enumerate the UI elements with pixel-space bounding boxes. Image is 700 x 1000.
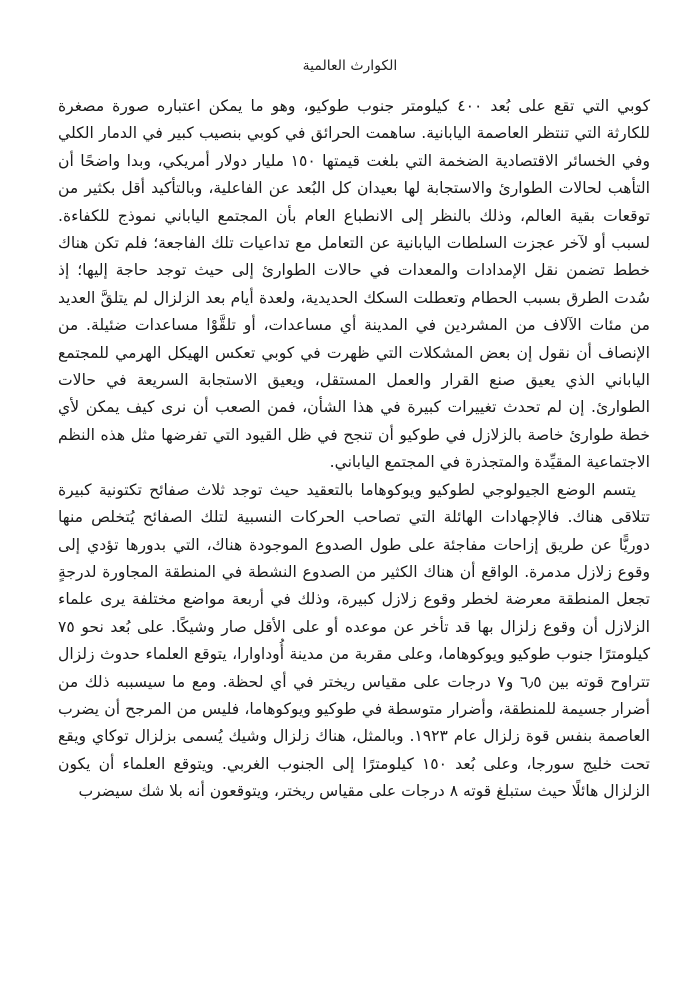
- paragraph-1: كوبي التي تقع على بُعد ٤٠٠ كيلومتر جنوب طوكيو، وهو ما يمكن اعتباره صورة مصغرة للكارثة التي تنتظر العاصمة اليابانية. ساهمت الحرائق في كوبي بنصيب كبير في الدمار الكلي وفي الخسائر الاقتصادية الضخمة التي بلغت قيمتها ١٥٠ مليار دولار أمريكي، وبدا واضحًا أن التأهب لحالات الطوارئ والاستجابة لها بعيدان كل البُعد عن الفاعلية، وبالتأكيد أقل بكثير من توقعات بقية العالم، وذلك بالنظر إلى الانطباع العام بأن المجتمع الياباني نموذج للكفاءة. لسبب أو لآخر عجزت السلطات اليابانية عن التعامل مع تداعيات تلك الفاجعة؛ فلم تكن هناك خطط تضمن نقل الإمدادات والمعدات في حالات الطوارئ إلى حيث توجد حاجة إليها؛ إذ سُدت الطرق بسبب الحطام وتعطلت السكك الحديدية، ولعدة أيام بعد الزلزال لم يتلقَّ العديد من مئات الآلاف من المشردين في المدينة أي مساعدات، أو تلقَّوْا مساعدات ضئيلة. من الإنصاف أن نقول إن بعض المشكلات التي ظهرت في كوبي تعكس الهيكل الهرمي للمجتمع الياباني الذي يعيق صنع القرار والعمل المستقل، ويعيق الاستجابة السريعة في حالات الطوارئ. إن لم تحدث تغييرات كبيرة في هذا الشأن، فمن الصعب أن نرى كيف يمكن لأي خطة طوارئ خاصة بالزلازل في طوكيو أن تنجح في ظل القيود التي تفرضها مثل هذه النظم الاجتماعية المقيِّدة والمتجذرة في المجتمع الياباني.: [58, 97, 650, 472]
- running-header: الكوارث العالمية: [302, 58, 398, 74]
- paragraph-2: يتسم الوضع الجيولوجي لطوكيو ويوكوهاما بالتعقيد حيث توجد ثلاث صفائح تكتونية كبيرة تتلاقى هناك. فالإجهادات الهائلة التي تصاحب الحركات النسبية لتلك الصفائح يُتخلص منها دوريًّا عن طريق إزاحات مفاجئة على طول الصدوع الموجودة هناك، التي بدورها تؤدي إلى وقوع زلازل مدمرة. الواقع أن هناك الكثير من الصدوع النشطة في المنطقة المجاورة لدرجةٍ تجعل المنطقة معرضة لخطر وقوع زلازل كبيرة، وذلك في أربعة مواضع مختلفة يرى علماء الزلازل أن وقوع زلزال بها قد تأخر عن موعده أو على الأقل صار وشيكًا. على بُعد نحو ٧٥ كيلومترًا جنوب طوكيو ويوكوهاما، وعلى مقربة من مدينة أُوداوارا، يتوقع العلماء حدوث زلزال تتراوح قوته بين ٦٫٥ و٧ درجات على مقياس ريختر في أي لحظة. ومع ما سيسببه ذلك من أضرار جسيمة للمنطقة، وأضرار متوسطة في طوكيو ويوكوهاما، فليس من المرجح أن يضرب العاصمة بنفس قوة زلزال عام ١٩٢٣. وبالمثل، هناك زلزال وشيك يُسمى بزلزال توكاي ويقع تحت خليج سورجا، وعلى بُعد ١٥٠ كيلومترًا إلى الجنوب الغربي. ويتوقع العلماء أن يكون الزلزال هائلًا حيث ستبلغ قوته ٨ درجات على مقياس ريختر، ويتوقعون أنه بلا شك سيضرب: [58, 480, 650, 801]
- body-text: [58, 93, 650, 806]
